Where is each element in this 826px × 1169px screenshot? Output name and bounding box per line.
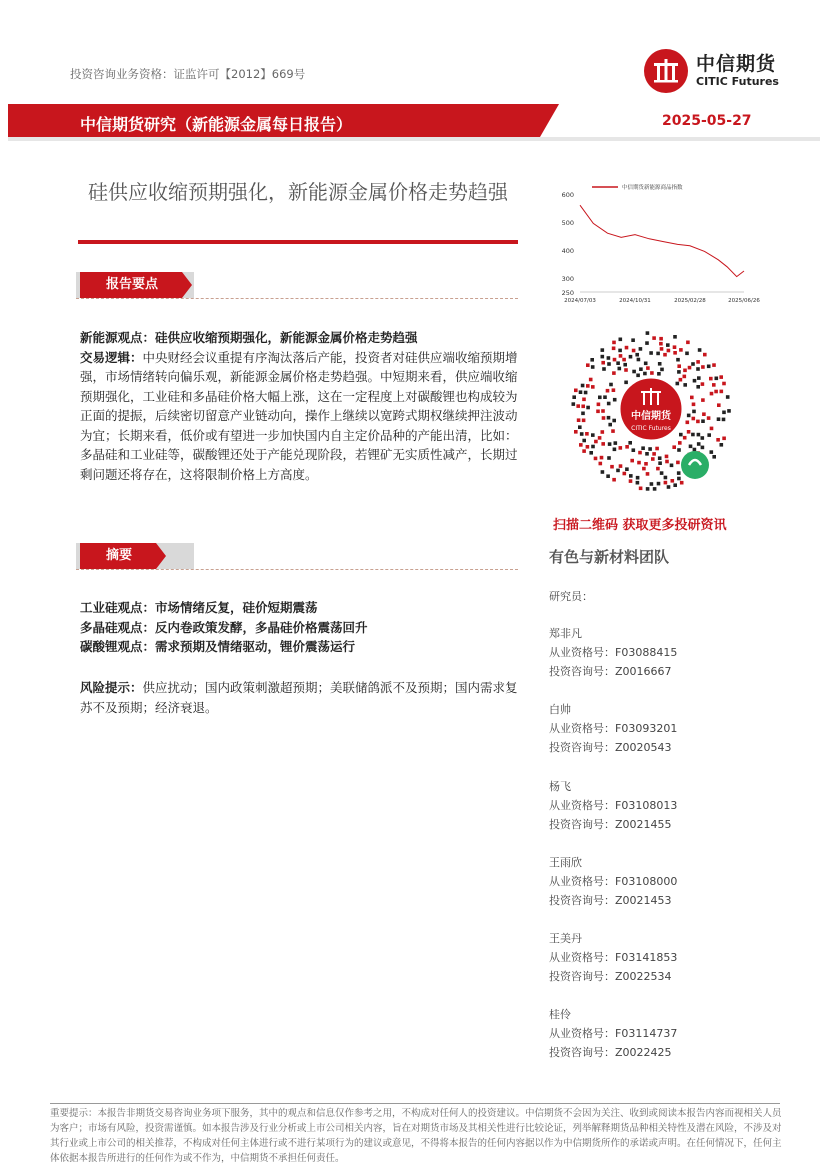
researcher-advisory: 投资咨询号：Z0021453 <box>549 894 672 907</box>
researcher-license: 从业资格号：F03088415 <box>549 646 678 659</box>
qr-center-en: CITIC Futures <box>631 425 671 432</box>
researcher-name: 王美丹 <box>549 932 582 945</box>
logo-en-text: CITIC Futures <box>696 75 779 88</box>
risk-body <box>80 678 518 717</box>
x-tick-label: 2025/06/26 <box>728 298 760 304</box>
researcher-card <box>549 929 677 986</box>
y-tick-label: 300 <box>561 275 574 283</box>
logo-cn-text: 中信期货 <box>696 53 777 75</box>
citic-futures-logo <box>644 47 804 93</box>
mini-program-icon <box>681 451 709 479</box>
x-tick-label: 2024/07/03 <box>564 298 596 304</box>
section-tag-summary: 摘要 <box>80 543 156 569</box>
y-tick-label: 600 <box>561 191 574 199</box>
researcher-name: 白帅 <box>549 703 571 716</box>
banner-shadow <box>8 137 820 141</box>
logic-text: 中央财经会议重提有序淘汰落后产能，投资者对硅供应端收缩预期增强，市场情绪转向偏乐观，新能源金属价格走势趋强。中短期来看，供应端收缩预期强化，工业硅和多晶硅价格大幅上涨，这在一定程度上对碳酸锂也构成较为正面的提振，后续密切留意产业链动向，操作上继续以宽跨式期权继续押注波动为宜；长期来看，低价或有望进一步加快国内自主定价品种的产能出清，比如：多晶硅和工业硅等，碳酸锂还处于产能兑现阶段，若锂矿无实质性减产，长期过剩问题还将存在，这将限制价格上方高度。 <box>80 349 518 482</box>
x-tick-label: 2024/10/31 <box>619 298 651 304</box>
y-tick-label: 500 <box>561 219 574 227</box>
section-divider <box>76 298 518 299</box>
researcher-license: 从业资格号：F03141853 <box>549 951 678 964</box>
disclaimer-text: 重要提示：本报告非期货交易咨询业务项下服务，其中的观点和信息仅作参考之用，不构成对任何人的投资建议。中信期货不会因为关注、收到或阅读本报告内容而视相关人员为客户；市场有风险，投资需谨慎。如本报告涉及行业分析或上市公司相关内容，旨在对期货市场及其相关性进行比较论证，列举解释期货品种相关特性及潜在风险，不涉及对其行业或上市公司的相关推荐，不构成对任何主体进行或不进行某项行为的建议或意见，不得将本报告的任何内容据以作为中信期货所作的承诺或声明。在任何情况下，任何主体依据本报告所进行的任何作为或不作为，中信期货不承担任何责任。 <box>50 1108 782 1164</box>
key-points-body <box>80 328 518 484</box>
summary-body <box>80 598 518 657</box>
researcher-card <box>549 700 677 757</box>
qr-caption: 扫描二维码 获取更多投研资讯 <box>553 518 727 533</box>
researcher-advisory: 投资咨询号：Z0021455 <box>549 818 672 831</box>
researcher-name: 杨飞 <box>549 780 571 793</box>
researcher-card <box>549 777 677 834</box>
section-header-key-points <box>76 272 194 298</box>
researcher-license: 从业资格号：F03108000 <box>549 875 678 888</box>
researcher-name: 桂伶 <box>549 1008 571 1021</box>
researcher-advisory: 投资咨询号：Z0016667 <box>549 665 672 678</box>
section-header-summary <box>76 543 194 569</box>
license-text: 投资咨询业务资格：证监许可【2012】669号 <box>70 67 306 81</box>
banner-title: 中信期货研究（新能源金属每日报告） <box>80 115 353 134</box>
x-tick-label: 2025/02/28 <box>674 298 706 304</box>
researcher-license: 从业资格号：F03093201 <box>549 722 678 735</box>
summary-item: 工业硅观点：市场情绪反复，硅价短期震荡 <box>80 600 318 615</box>
researcher-card <box>549 624 677 681</box>
researcher-name: 王雨欣 <box>549 856 582 869</box>
researcher-license: 从业资格号：F03108013 <box>549 799 678 812</box>
summary-item: 碳酸锂观点：需求预期及情绪驱动，锂价震荡运行 <box>80 639 356 654</box>
logo-emblem-icon <box>644 49 688 93</box>
researcher-card <box>549 1005 677 1062</box>
risk-text: 供应扰动；国内政策刺激超预期；美联储鸽派不及预期；国内需求复苏不及预期；经济衰退。 <box>80 680 518 715</box>
researcher-advisory: 投资咨询号：Z0022534 <box>549 970 672 983</box>
researcher-label: 研究员： <box>549 590 593 603</box>
qr-code[interactable] <box>565 325 737 515</box>
legend-label: 中信期货新能源商品指数 <box>622 185 683 191</box>
report-title: 硅供应收缩预期强化，新能源金属价格走势趋强 <box>88 180 508 204</box>
researcher-card <box>549 853 677 910</box>
report-date: 2025-05-27 <box>662 113 752 129</box>
y-tick-label: 400 <box>561 247 574 255</box>
section-tag-key-points: 报告要点 <box>80 272 182 298</box>
risk-label: 风险提示： <box>80 680 143 695</box>
summary-item: 多晶硅观点：反内卷政策发酵，多晶硅价格震荡回升 <box>80 619 368 635</box>
qr-center-cn: 中信期货 <box>631 411 671 422</box>
researcher-license: 从业资格号：F03114737 <box>549 1027 678 1040</box>
researcher-name: 郑非凡 <box>549 627 582 640</box>
logic-label: 交易逻辑： <box>80 349 143 365</box>
footer-rule <box>50 1103 780 1104</box>
series-line <box>580 205 744 276</box>
title-rule <box>78 240 518 244</box>
section-divider <box>76 569 518 570</box>
y-tick-label: 250 <box>561 289 574 297</box>
researcher-advisory: 投资咨询号：Z0020543 <box>549 741 672 754</box>
lead-viewpoint: 新能源观点：硅供应收缩预期强化，新能源金属价格走势趋强 <box>80 330 418 345</box>
team-name: 有色与新材料团队 <box>549 548 670 566</box>
index-line-chart <box>548 180 760 310</box>
researcher-advisory: 投资咨询号：Z0022425 <box>549 1046 672 1059</box>
